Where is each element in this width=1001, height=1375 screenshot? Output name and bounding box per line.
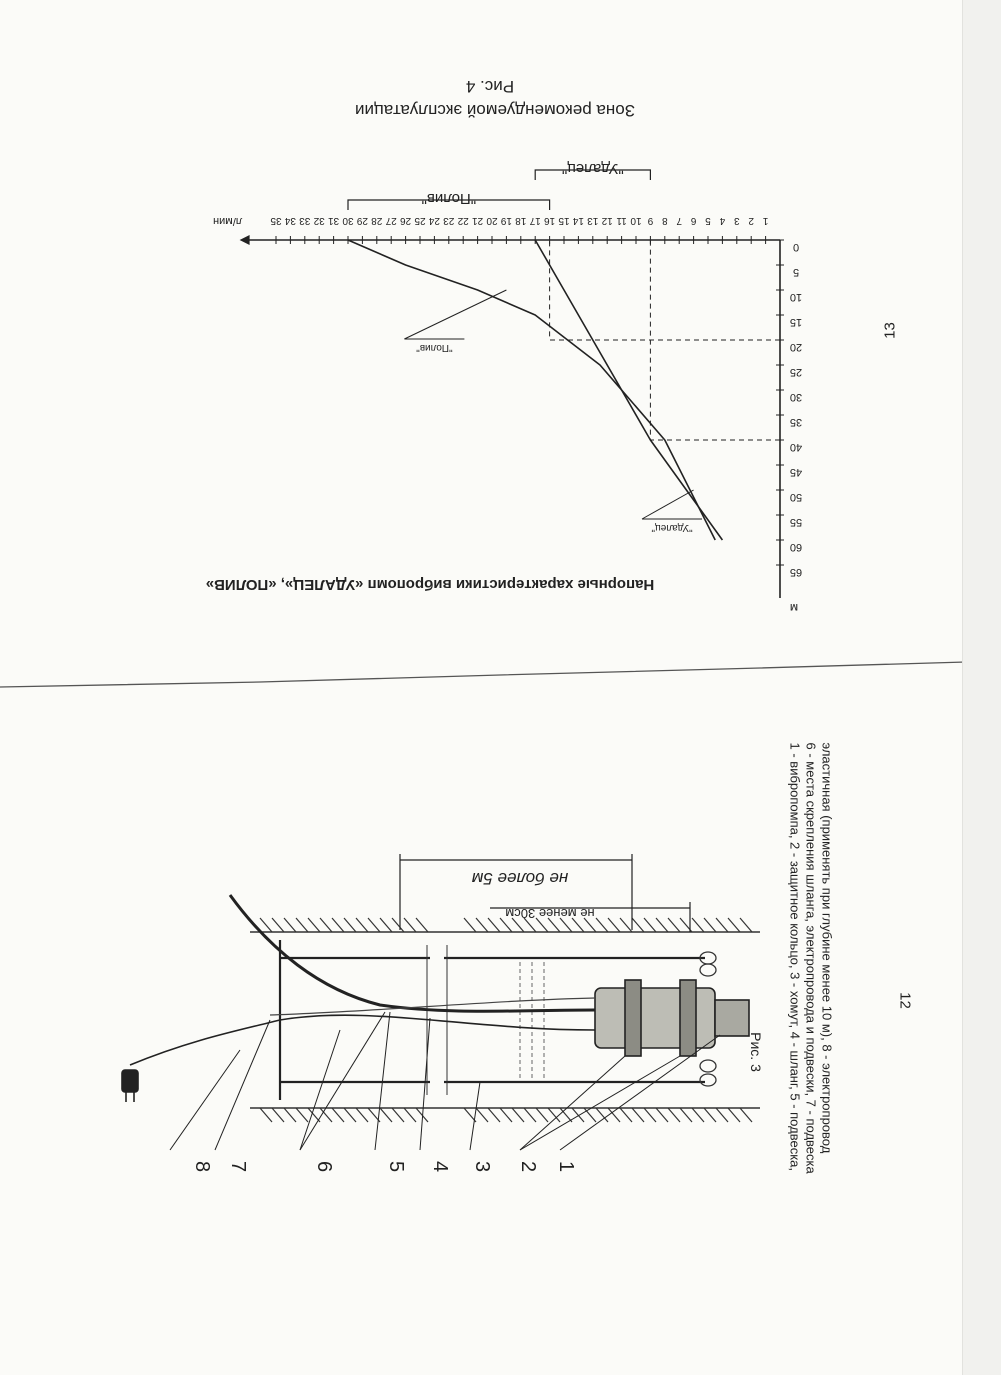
y-tick-label: 5 — [792, 266, 800, 278]
vibropump — [595, 980, 749, 1056]
zone-poliv-label: "Полив" — [421, 190, 477, 207]
x-tick-label: 1 — [762, 215, 769, 226]
x-tick-label: 22 — [457, 215, 469, 226]
y-tick-label: 25 — [789, 366, 803, 378]
x-tick-label: 35 — [270, 215, 282, 226]
y-tick-label: 35 — [789, 416, 803, 428]
x-tick-label: 13 — [587, 215, 599, 226]
series-label-1: "Полив" — [416, 342, 453, 353]
x-tick-label: 18 — [515, 215, 527, 226]
x-tick-label: 26 — [400, 215, 412, 226]
y-tick-label: 15 — [789, 316, 803, 328]
y-tick-label: 50 — [789, 491, 803, 503]
x-tick-label: 6 — [690, 215, 697, 226]
y-tick-label: 65 — [789, 566, 803, 578]
zone-udalets-label: "Удалец" — [561, 160, 624, 177]
x-tick-label: 16 — [544, 215, 556, 226]
cable — [130, 1015, 595, 1065]
x-tick-label: 25 — [414, 215, 426, 226]
well-diagram — [120, 840, 720, 1160]
series-leader — [642, 490, 694, 519]
dim-5m-label: не более 5м — [471, 869, 569, 888]
x-tick-label: 23 — [443, 215, 455, 226]
x-tick-label: 2 — [748, 215, 754, 226]
y-tick-label: 20 — [789, 341, 803, 353]
water-column — [520, 962, 544, 1078]
x-tick-label: 14 — [572, 215, 584, 226]
x-tick-label: 11 — [616, 215, 627, 226]
series-label-0: "Удалец" — [651, 522, 693, 533]
dim-30cm-label: не менее 30см — [505, 906, 595, 921]
fig3-caption: Рис. 3 — [748, 1032, 764, 1072]
page-number-12: 12 — [896, 992, 914, 1009]
x-tick-label: 19 — [500, 215, 512, 226]
series-line-0 — [535, 240, 722, 540]
x-tick-label: 8 — [662, 215, 668, 226]
x-tick-label: 4 — [719, 215, 726, 226]
x-tick-label: 27 — [385, 215, 397, 226]
callout-2: 2 — [517, 1160, 540, 1173]
y-axis-label: м — [789, 601, 799, 615]
plug-icon — [122, 1070, 138, 1102]
legend-line-1: 1 - вибропомпа, 2 - защитное кольцо, 3 - хомут, 4 - шланг, 5 - подвеска, — [787, 742, 803, 1172]
callout-3: 3 — [471, 1160, 494, 1173]
x-axis-label: л/мин — [212, 215, 243, 227]
callout-6: 6 — [313, 1160, 336, 1173]
x-tick-label: 7 — [676, 215, 682, 226]
fig4-caption: Рис. 4 — [465, 77, 515, 96]
x-tick-label: 10 — [630, 215, 642, 226]
callout-7: 7 — [227, 1160, 250, 1173]
page-number-13: 13 — [881, 322, 899, 339]
y-tick-label: 45 — [789, 466, 803, 478]
x-tick-label: 32 — [313, 215, 325, 226]
x-tick-label: 28 — [371, 215, 383, 226]
y-tick-label: 0 — [792, 241, 800, 253]
x-tick-label: 33 — [299, 215, 311, 226]
page-edge-right — [962, 0, 1001, 1375]
x-tick-label: 17 — [529, 215, 541, 226]
x-tick-label: 21 — [472, 215, 484, 226]
x-tick-label: 29 — [356, 215, 368, 226]
x-tick-label: 3 — [734, 215, 740, 226]
page-top-heading: Напорные характеристики вибропомп «УДАЛЕЦ», «ПОЛИВ» — [205, 576, 655, 593]
series-line-1 — [348, 240, 715, 540]
callout-8: 8 — [191, 1160, 214, 1173]
y-tick-label: 30 — [789, 391, 803, 403]
y-tick-label: 55 — [789, 516, 803, 528]
y-tick-label: 60 — [789, 541, 803, 553]
x-tick-label: 34 — [284, 215, 296, 226]
x-tick-label: 5 — [705, 215, 711, 226]
series-leader — [404, 290, 506, 339]
fig4-caption-zone: Зона рекомендуемой эксплуатации — [355, 101, 635, 120]
callout-4: 4 — [429, 1160, 452, 1173]
x-tick-label: 24 — [428, 215, 440, 226]
callout-1: 1 — [555, 1160, 578, 1173]
x-axis-arrow — [240, 235, 250, 245]
x-tick-label: 31 — [328, 215, 340, 226]
x-tick-label: 20 — [486, 215, 498, 226]
x-tick-label: 12 — [601, 215, 613, 226]
y-tick-label: 10 — [789, 291, 803, 303]
y-tick-label: 40 — [789, 441, 803, 453]
legend-line-2: 6 - места скрепления шланга, электропровода и подвески, 7 - подвеска — [803, 742, 819, 1174]
page-divider — [0, 660, 1000, 700]
x-tick-label: 9 — [647, 215, 654, 226]
x-tick-label: 30 — [342, 215, 354, 226]
legend-line-3: эластичная (применять при глубине менее 10 м), 8 - электропровод — [819, 742, 835, 1154]
x-tick-label: 15 — [558, 215, 570, 226]
callout-5: 5 — [385, 1160, 408, 1173]
